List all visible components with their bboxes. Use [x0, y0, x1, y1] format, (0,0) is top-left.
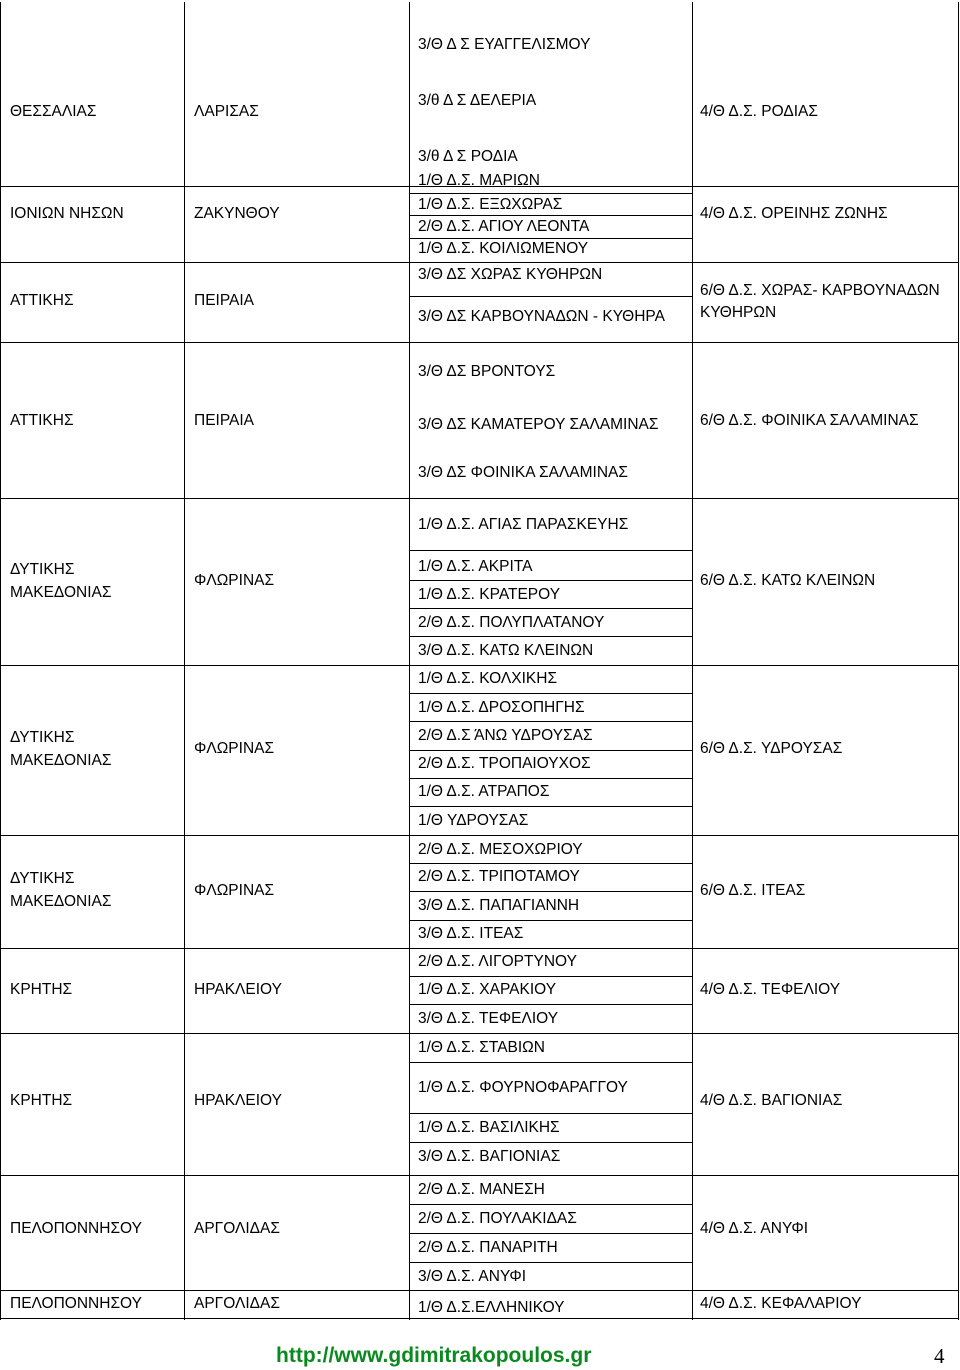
- school-cell: 1/Θ Δ.Σ. ΑΚΡΙΤΑ: [418, 558, 533, 575]
- school-cell: 1/Θ Δ.Σ. ΚΟΙΛΙΩΜΕΝΟΥ: [418, 240, 589, 257]
- school-subrow-divider: [409, 636, 693, 637]
- region-cell: ΑΤΤΙΚΗΣ: [10, 292, 74, 309]
- school-subrow-divider: [409, 1004, 693, 1005]
- school-cell: 2/Θ Δ.Σ. ΜΑΝΕΣΗ: [418, 1181, 545, 1198]
- prefecture-cell: ΠΕΙΡΑΙΑ: [194, 292, 255, 309]
- school-subrow-divider: [409, 296, 693, 297]
- prefecture-cell: ΖΑΚΥΝΘΟΥ: [194, 205, 280, 222]
- school-cell: 1/Θ Δ.Σ. ΚΟΛΧΙΚΗΣ: [418, 670, 558, 687]
- region-cell: ΘΕΣΣΑΛΙΑΣ: [10, 103, 97, 120]
- column-divider: [692, 2, 693, 1320]
- region-cell: ΑΤΤΙΚΗΣ: [10, 412, 74, 429]
- school-cell: 1/Θ Δ.Σ. ΣΤΑΒΙΩΝ: [418, 1039, 545, 1056]
- table-border-left: [0, 2, 1, 1320]
- school-cell: 2/Θ Δ.Σ. ΠΑΝΑΡΙΤΗ: [418, 1239, 558, 1256]
- region-cell: ΠΕΛΟΠΟΝΝΗΣΟΥ: [10, 1295, 142, 1312]
- school-subrow-divider: [409, 721, 693, 722]
- footer-url-link[interactable]: http://www.gdimitrakopoulos.gr: [276, 1344, 592, 1367]
- column-divider: [184, 2, 185, 1320]
- page-number: 4: [934, 1344, 945, 1368]
- school-cell: 3/Θ Δ.Σ. ΚΑΤΩ ΚΛΕΙΝΩΝ: [418, 642, 594, 659]
- school-subrow-divider: [409, 1204, 693, 1205]
- row-divider: [0, 1318, 959, 1319]
- prefecture-cell: ΛΑΡΙΣΑΣ: [194, 103, 259, 120]
- row-divider: [0, 498, 959, 499]
- row-divider: [0, 835, 959, 836]
- merged-school-cell: 4/Θ Δ.Σ. ΡΟΔΙΑΣ: [700, 103, 818, 120]
- school-cell: 3/Θ ΔΣ ΚΑΡΒΟΥΝΑΔΩΝ - ΚΥΘΗΡΑ: [418, 308, 665, 325]
- school-cell: 3/θ Δ Σ ΔΕΛΕΡΙΑ: [418, 92, 537, 109]
- merged-school-cell: 4/Θ Δ.Σ. ΒΑΓΙΟΝΙΑΣ: [700, 1092, 843, 1109]
- merged-school-cell: 6/Θ Δ.Σ. ΦΟΙΝΙΚΑ ΣΑΛΑΜΙΝΑΣ: [700, 412, 919, 429]
- prefecture-cell: ΦΛΩΡΙΝΑΣ: [194, 572, 275, 589]
- school-subrow-divider: [409, 1233, 693, 1234]
- school-subrow-divider: [409, 550, 693, 551]
- school-cell: 2/Θ Δ.Σ ΆΝΩ ΥΔΡΟΥΣΑΣ: [418, 727, 593, 744]
- merged-school-cell: 4/Θ Δ.Σ. ΚΕΦΑΛΑΡΙΟΥ: [700, 1295, 862, 1312]
- school-subrow-divider: [409, 891, 693, 892]
- school-subrow-divider: [409, 1062, 693, 1063]
- region-cell: ΔΥΤΙΚΗΣ: [10, 870, 75, 887]
- school-subrow-divider: [409, 920, 693, 921]
- row-divider: [0, 665, 959, 666]
- school-cell: 1/Θ Δ.Σ. ΑΓΙΑΣ ΠΑΡΑΣΚΕΥΗΣ: [418, 516, 629, 533]
- school-cell: 1/Θ Δ.Σ. ΧΑΡΑΚΙΟΥ: [418, 981, 557, 998]
- row-divider: [0, 342, 959, 343]
- prefecture-cell: ΠΕΙΡΑΙΑ: [194, 412, 255, 429]
- school-cell: 1/Θ Δ.Σ. ΚΡΑΤΕΡΟΥ: [418, 586, 561, 603]
- merged-school-cell: 4/Θ Δ.Σ. ΤΕΦΕΛΙΟΥ: [700, 981, 841, 998]
- school-cell: 1/Θ Δ.Σ. ΦΟΥΡΝΟΦΑΡΑΓΓΟΥ: [418, 1079, 628, 1096]
- school-cell: 2/Θ Δ.Σ. ΤΡΙΠΟΤΑΜΟΥ: [418, 868, 580, 885]
- prefecture-cell: ΦΛΩΡΙΝΑΣ: [194, 882, 275, 899]
- school-cell: 2/Θ Δ.Σ. ΠΟΛΥΠΛΑΤΑΝΟΥ: [418, 614, 605, 631]
- school-cell: 1/Θ Δ.Σ. ΜΑΡΙΩΝ: [418, 172, 540, 189]
- region-cell: ΜΑΚΕΔΟΝΙΑΣ: [10, 893, 112, 910]
- school-cell: 2/Θ Δ.Σ. ΜΕΣΟΧΩΡΙΟΥ: [418, 841, 583, 858]
- school-cell: 3/Θ Δ.Σ. ΤΕΦΕΛΙΟΥ: [418, 1010, 559, 1027]
- merged-school-cell: 6/Θ Δ.Σ. ΚΑΤΩ ΚΛΕΙΝΩΝ: [700, 572, 876, 589]
- region-cell: ΚΡΗΤΗΣ: [10, 981, 73, 998]
- merged-school-cell: 6/Θ Δ.Σ. ΙΤΕΑΣ: [700, 882, 806, 899]
- school-subrow-divider: [409, 238, 693, 239]
- merged-school-cell: ΚΥΘΗΡΩΝ: [700, 304, 777, 321]
- school-subrow-divider: [409, 1142, 693, 1143]
- school-cell: 3/Θ Δ.Σ. ΑΝΥΦΙ: [418, 1268, 527, 1285]
- merged-school-cell: 4/Θ Δ.Σ. ΟΡΕΙΝΗΣ ΖΩΝΗΣ: [700, 205, 888, 222]
- school-cell: 3/Θ ΔΣ ΚΑΜΑΤΕΡΟΥ ΣΑΛΑΜΙΝΑΣ: [418, 416, 659, 433]
- school-cell: 1/Θ Δ.Σ. ΔΡΟΣΟΠΗΓΗΣ: [418, 699, 585, 716]
- school-subrow-divider: [409, 608, 693, 609]
- school-cell: 2/Θ Δ.Σ. ΤΡΟΠΑΙΟΥΧΟΣ: [418, 755, 591, 772]
- school-cell: 3/θ Δ Σ ΡΟΔΙΑ: [418, 148, 518, 165]
- prefecture-cell: ΑΡΓΟΛΙΔΑΣ: [194, 1220, 280, 1237]
- region-cell: ΜΑΚΕΔΟΝΙΑΣ: [10, 752, 112, 769]
- row-divider: [0, 1175, 959, 1176]
- school-subrow-divider: [409, 215, 693, 216]
- row-divider: [0, 262, 959, 263]
- region-cell: ΔΥΤΙΚΗΣ: [10, 729, 75, 746]
- region-cell: ΔΥΤΙΚΗΣ: [10, 561, 75, 578]
- row-divider: [0, 1033, 959, 1034]
- school-subrow-divider: [409, 1262, 693, 1263]
- table-border-right: [958, 2, 959, 1320]
- merged-school-cell: 4/Θ Δ.Σ. ΑΝΥΦΙ: [700, 1220, 809, 1237]
- school-cell: 3/Θ ΔΣ ΦΟΙΝΙΚΑ ΣΑΛΑΜΙΝΑΣ: [418, 464, 628, 481]
- school-cell: 3/Θ Δ.Σ. ΠΑΠΑΓΙΑΝΝΗ: [418, 897, 580, 914]
- school-cell: 1/Θ Δ.Σ. ΕΞΩΧΩΡΑΣ: [418, 196, 563, 213]
- prefecture-cell: ΗΡΑΚΛΕΙΟΥ: [194, 1092, 282, 1109]
- prefecture-cell: ΗΡΑΚΛΕΙΟΥ: [194, 981, 282, 998]
- school-cell: 1/Θ Δ.Σ.ΕΛΛΗΝΙΚΟΥ: [418, 1299, 565, 1316]
- school-cell: 3/Θ ΔΣ ΒΡΟΝΤΟΥΣ: [418, 363, 556, 380]
- school-cell: 3/Θ Δ.Σ. ΙΤΕΑΣ: [418, 925, 524, 942]
- prefecture-cell: ΑΡΓΟΛΙΔΑΣ: [194, 1295, 280, 1312]
- merged-school-cell: 6/Θ Δ.Σ. ΧΩΡΑΣ- ΚΑΡΒΟΥΝΑΔΩΝ: [700, 282, 940, 299]
- school-subrow-divider: [409, 580, 693, 581]
- school-cell: 3/Θ Δ Σ ΕΥΑΓΓΕΛΙΣΜΟΥ: [418, 36, 591, 53]
- school-subrow-divider: [409, 750, 693, 751]
- school-cell: 2/Θ Δ.Σ. ΛΙΓΟΡΤΥΝΟΥ: [418, 953, 577, 970]
- school-cell: 1/Θ ΥΔΡΟΥΣΑΣ: [418, 812, 529, 829]
- region-cell: ΚΡΗΤΗΣ: [10, 1092, 73, 1109]
- column-divider: [409, 2, 410, 1320]
- region-cell: ΠΕΛΟΠΟΝΝΗΣΟΥ: [10, 1220, 142, 1237]
- school-cell: 2/Θ Δ.Σ. ΑΓΙΟΥ ΛΕΟΝΤΑ: [418, 218, 590, 235]
- prefecture-cell: ΦΛΩΡΙΝΑΣ: [194, 740, 275, 757]
- school-cell: 3/Θ Δ.Σ. ΒΑΓΙΟΝΙΑΣ: [418, 1148, 561, 1165]
- school-subrow-divider: [409, 806, 693, 807]
- school-cell: 1/Θ Δ.Σ. ΒΑΣΙΛΙΚΗΣ: [418, 1119, 560, 1136]
- school-subrow-divider: [409, 193, 693, 194]
- school-cell: 2/Θ Δ.Σ. ΠΟΥΛΑΚΙΔΑΣ: [418, 1210, 577, 1227]
- school-subrow-divider: [409, 976, 693, 977]
- school-subrow-divider: [409, 863, 693, 864]
- row-divider: [0, 1290, 959, 1291]
- school-cell: 3/Θ ΔΣ ΧΩΡΑΣ ΚΥΘΗΡΩΝ: [418, 266, 603, 283]
- merged-school-cell: 6/Θ Δ.Σ. ΥΔΡΟΥΣΑΣ: [700, 740, 843, 757]
- row-divider: [0, 948, 959, 949]
- region-cell: ΜΑΚΕΔΟΝΙΑΣ: [10, 584, 112, 601]
- school-subrow-divider: [409, 693, 693, 694]
- school-cell: 1/Θ Δ.Σ. ΑΤΡΑΠΟΣ: [418, 783, 550, 800]
- school-subrow-divider: [409, 1113, 693, 1114]
- region-cell: ΙΟΝΙΩΝ ΝΗΣΩΝ: [10, 205, 124, 222]
- school-subrow-divider: [409, 778, 693, 779]
